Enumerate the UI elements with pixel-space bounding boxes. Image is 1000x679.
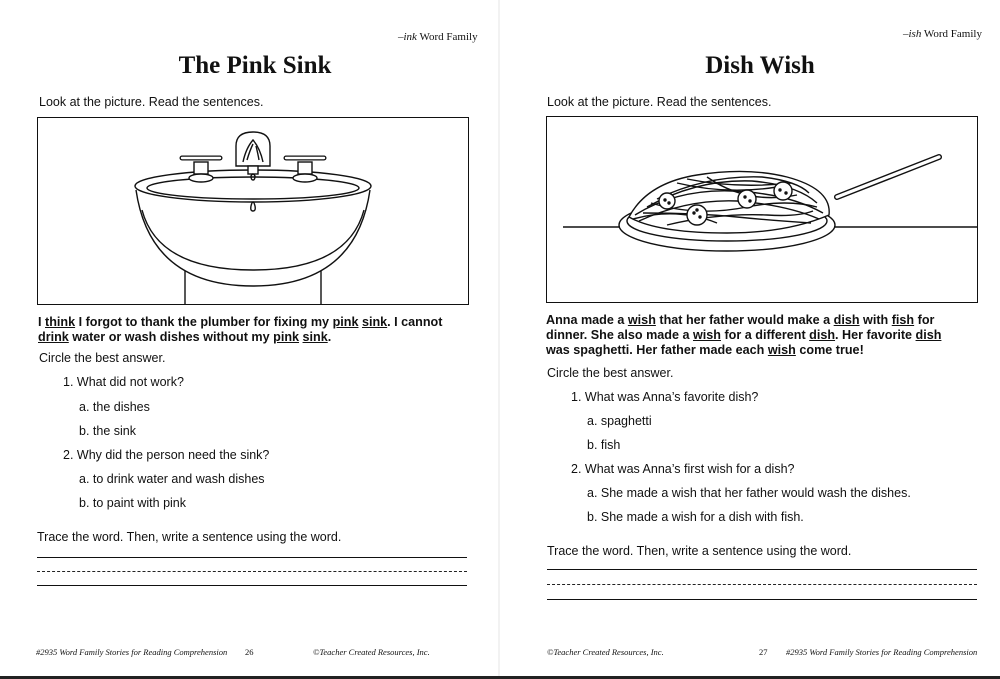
answer-2a[interactable]: a. to drink water and wash dishes	[79, 472, 265, 486]
story-line-2	[546, 328, 941, 343]
story-line-1	[38, 315, 442, 330]
circle-instruction: Circle the best answer.	[547, 366, 674, 380]
word-family-suffix: –ink	[398, 31, 417, 43]
instruction-text: Look at the picture. Read the sentences.	[39, 95, 264, 109]
word-family-label: Word Family	[921, 28, 982, 40]
page-title: The Pink Sink	[178, 52, 332, 79]
story-line-3	[546, 343, 941, 358]
vocab-word: fish	[891, 313, 915, 327]
writing-top-line	[547, 569, 977, 570]
picture-box	[37, 117, 469, 305]
story-text: for a different	[720, 328, 810, 342]
vocab-word: wish	[767, 343, 796, 357]
word-family-tag	[398, 31, 478, 43]
trace-instruction: Trace the word. Then, write a sentence using the word.	[547, 544, 852, 558]
story-text: for	[914, 313, 935, 327]
page-title: Dish Wish	[705, 52, 815, 79]
vocab-word: think	[45, 315, 76, 329]
vocab-word: pink	[273, 330, 300, 344]
vocab-word: wish	[692, 328, 721, 342]
question-2: 2. Why did the person need the sink?	[63, 448, 270, 462]
circle-instruction: Circle the best answer.	[39, 351, 166, 365]
picture-box	[546, 116, 978, 303]
footer-book-title: #2935 Word Family Stories for Reading Comprehension	[786, 647, 978, 657]
answer-2a[interactable]: a. She made a wish that her father would wash the dishes.	[587, 486, 911, 500]
spaghetti-illustration	[547, 117, 977, 302]
right-page	[500, 0, 1000, 679]
answer-2b[interactable]: b. to paint with pink	[79, 496, 187, 510]
instruction-text: Look at the picture. Read the sentences.	[547, 95, 772, 109]
story-line-1	[546, 313, 941, 328]
answer-1b[interactable]: b. fish	[587, 438, 621, 452]
vocab-word: sink	[361, 315, 388, 329]
vocab-word: dish	[809, 328, 836, 342]
vocab-word: dish	[833, 313, 860, 327]
writing-base-line	[547, 599, 977, 600]
vocab-word: sink	[302, 330, 328, 344]
writing-base-line	[37, 585, 467, 586]
page-number: 27	[759, 647, 768, 657]
footer-publisher: ©Teacher Created Resources, Inc.	[547, 647, 664, 657]
trace-instruction: Trace the word. Then, write a sentence using the word.	[37, 530, 342, 544]
question-1: 1. What did not work?	[63, 375, 184, 389]
writing-dashed-midline[interactable]	[547, 584, 977, 585]
answer-1a[interactable]: a. spaghetti	[587, 414, 652, 428]
answer-1a[interactable]: a. the dishes	[79, 400, 150, 414]
story-paragraph	[546, 313, 941, 358]
story-text: water or wash dishes without my	[68, 330, 274, 344]
story-text: dinner. She also made a	[546, 328, 693, 342]
story-text: that her father would make a	[655, 313, 834, 327]
story-text: was spaghetti. Her father made each	[546, 343, 768, 357]
word-family-label: Word Family	[416, 31, 478, 43]
vocab-word: drink	[38, 330, 69, 344]
vocab-word: dish	[915, 328, 942, 342]
footer-publisher: ©Teacher Created Resources, Inc.	[313, 647, 430, 657]
vocab-word: wish	[627, 313, 656, 327]
word-family-suffix: –ish	[903, 28, 922, 40]
story-text: with	[859, 313, 892, 327]
story-text: . I cannot	[387, 315, 443, 329]
story-paragraph	[38, 315, 442, 345]
writing-dashed-midline[interactable]	[37, 571, 467, 572]
story-line-2	[38, 330, 442, 345]
question-2: 2. What was Anna’s first wish for a dish?	[571, 462, 795, 476]
story-text: Anna made a	[546, 313, 628, 327]
vocab-word: pink	[332, 315, 359, 329]
page-number: 26	[245, 647, 254, 657]
writing-top-line	[37, 557, 467, 558]
story-text: I	[38, 315, 45, 329]
answer-1b[interactable]: b. the sink	[79, 424, 136, 438]
question-1: 1. What was Anna’s favorite dish?	[571, 390, 759, 404]
word-family-tag	[903, 28, 982, 40]
story-text: .	[327, 330, 332, 344]
story-text: I forgot to thank the plumber for fixing my	[75, 315, 333, 329]
sink-illustration	[38, 118, 468, 304]
answer-2b[interactable]: b. She made a wish for a dish with fish.	[587, 510, 804, 524]
story-text: come true!	[795, 343, 864, 357]
footer-book-title: #2935 Word Family Stories for Reading Comprehension	[36, 647, 228, 657]
story-text: . Her favorite	[835, 328, 916, 342]
